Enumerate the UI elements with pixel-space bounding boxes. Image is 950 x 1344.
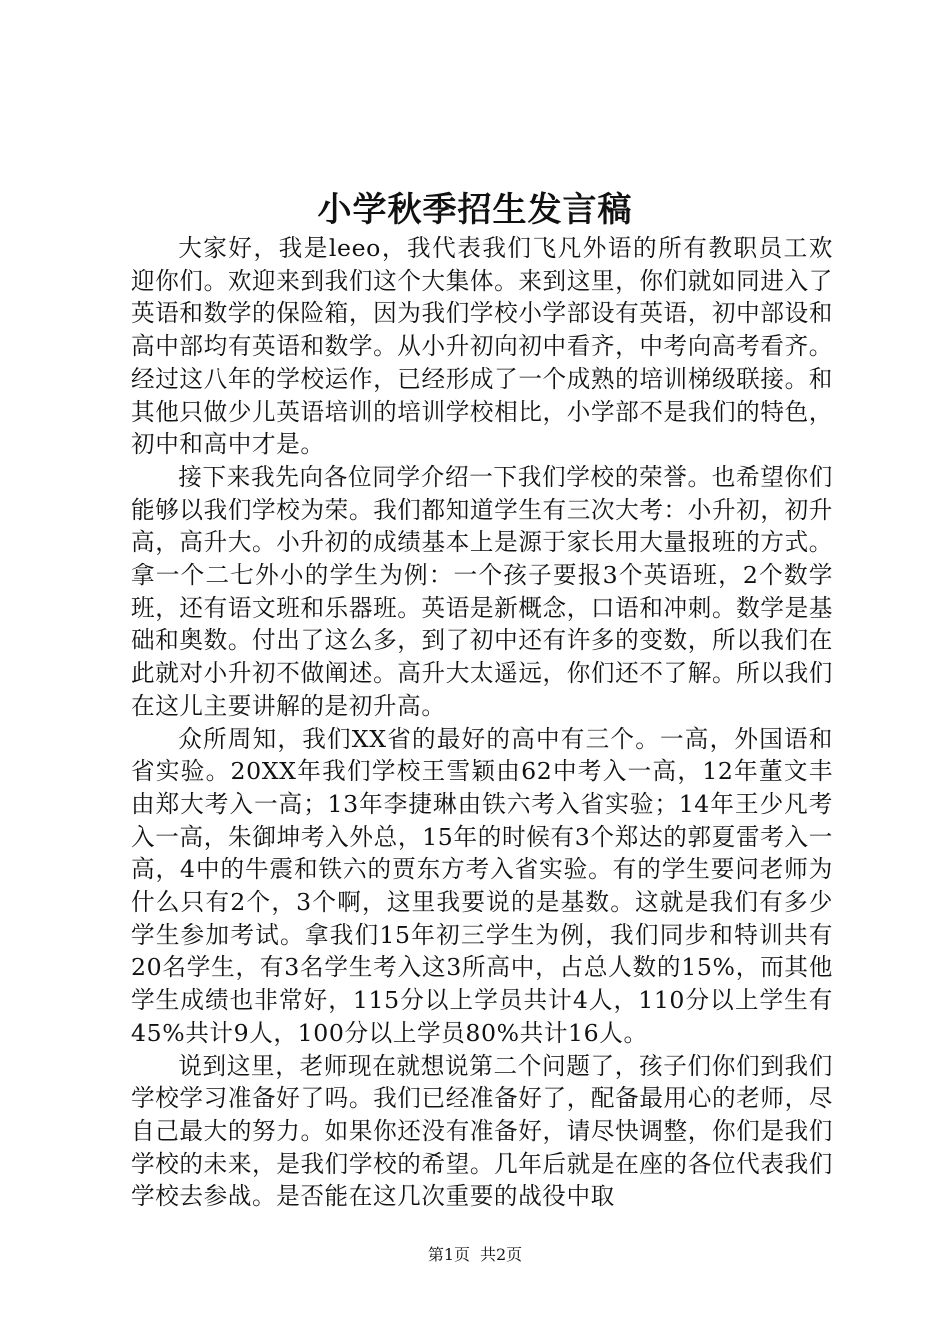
document-body [131, 232, 833, 1213]
paragraph-4: 说到这里，老师现在就想说第二个问题了，孩子们你们到我们学校学习准备好了吗。我们已经准备好了，配备最用心的老师，尽自己最大的努力。如果你还没有准备好，请尽快调整，你们是我们学校的未来，是我们学校的希望。几年后就是在座的各位代表我们学校去参战。是否能在这几次重要的战役中取 [131, 1051, 833, 1211]
page-footer [0, 1244, 950, 1266]
paragraph-3: 众所周知，我们XX省的最好的高中有三个。一高，外国语和省实验。20XX年我们学校王雪颖由62中考入一高，12年董文丰由郑大考入一高；13年李捷琳由铁六考入省实验；14年王少凡考入一高，朱御坤考入外总，15年的时候有3个郑达的郭夏雷考入一高，4中的牛震和铁六的贾东方考入省实验。有的学生要问老师为什么只有2个，3个啊，这里我要说的是基数。这就是我们有多少学生参加考试。拿我们15年初三学生为例，我们同步和特训共有20名学生，有3名学生考入这3所高中，占总人数的15%，而其他学生成绩也非常好，115分以上学员共计4人，110分以上学生有45%共计9人，100分以上学员80%共计16人。 [131, 724, 833, 1047]
paragraph-2: 接下来我先向各位同学介绍一下我们学校的荣誉。也希望你们能够以我们学校为荣。我们都知道学生有三次大考：小升初，初升高，高升大。小升初的成绩基本上是源于家长用大量报班的方式。拿一个二七外小的学生为例：一个孩子要报3个英语班，2个数学班，还有语文班和乐器班。英语是新概念，口语和冲刺。数学是基础和奥数。付出了这么多，到了初中还有许多的变数，所以我们在此就对小升初不做阐述。高升大太遥远，你们还不了解。所以我们在这儿主要讲解的是初升高。 [131, 462, 833, 720]
page-number: 第1页 [427, 1245, 470, 1264]
document-title: 小学秋季招生发言稿 [317, 190, 633, 230]
paragraph-1: 大家好，我是leeo，我代表我们飞凡外语的所有教职员工欢迎你们。欢迎来到我们这个大集体。来到这里，你们就如同进入了英语和数学的保险箱，因为我们学校小学部设有英语，初中部设和高中部均有英语和数学。从小升初向初中看齐，中考向高考看齐。经过这八年的学校运作，已经形成了一个成熟的培训梯级联接。和其他只做少儿英语培训的培训学校相比，小学部不是我们的特色，初中和高中才是。 [131, 234, 833, 459]
page-total: 共2页 [480, 1245, 523, 1264]
